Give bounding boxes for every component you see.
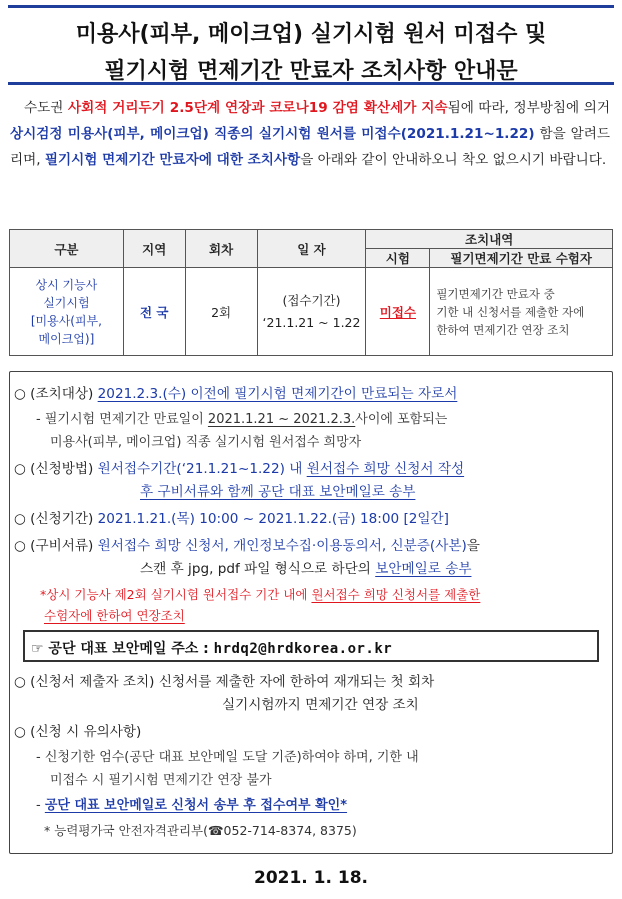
intro-text-2: 됨에 따라, 정부방침에 의거	[447, 100, 610, 116]
email-box	[23, 630, 599, 662]
date-line-1: (접수기간)	[282, 292, 341, 308]
date-line-2: ‘21.1.21 ~ 1.22	[262, 314, 361, 330]
period-text: 2021.1.21.(목) 10:00 ~ 2021.1.22.(금) 18:00 [2일간]	[97, 511, 449, 527]
cell-round: 2회	[185, 268, 257, 356]
summary-table	[9, 229, 613, 356]
notice-docs-2	[140, 559, 600, 580]
table-row	[10, 268, 613, 356]
header-date: 일 자	[257, 230, 366, 268]
target-sub-range: 2021.1.21 ~ 2021.2.3.	[207, 412, 356, 427]
caution-line-2: 미접수 시 필기시험 면제기간 연장 불가	[50, 773, 272, 788]
title-line-2: 필기시험 면제기간 만료자 조치사항 안내문	[104, 59, 518, 84]
notice-period	[14, 509, 594, 530]
cell-date	[257, 268, 366, 356]
notice-method	[14, 459, 594, 480]
notice-submitter-2: 실기시험까지 면제기간 연장 조치	[222, 697, 419, 713]
header-round: 회차	[185, 230, 257, 268]
caution-dash: -	[36, 798, 45, 813]
category-line-1: 상시 기능사	[35, 277, 98, 292]
header-exam: 시험	[366, 249, 430, 268]
red-note-text-3: 수험자에 한하여 연장조치	[44, 608, 185, 623]
footer-date: 2021. 1. 18.	[253, 868, 368, 888]
notice-target-sub-2: 미용사(피부, 메이크업) 직종 실기시험 원서접수 희망자	[50, 435, 362, 450]
red-note-1	[40, 584, 600, 605]
title-box	[8, 5, 614, 85]
intro-text-3: 함을 알려드리며,	[10, 126, 610, 168]
red-note-2	[44, 605, 604, 626]
header-category: 구분	[10, 230, 124, 268]
header-region: 지역	[123, 230, 185, 268]
cell-expired-desc	[430, 268, 613, 356]
expired-line-3: 한하여 면제기간 연장 조치	[436, 322, 570, 337]
method-text-3: 후 구비서류와 함께 공단 대표 보안메일로 송부	[140, 484, 416, 500]
notice-target-sub-1	[36, 409, 596, 430]
intro-highlight-2: 상시검정 미용사(피부, 메이크업) 직종의 실기시험 원서를 미접수(2021.1.21~1.22)	[10, 126, 535, 142]
period-label: ○ (신청기간)	[14, 511, 98, 527]
method-text-2: 원서접수 희망 신청서 작성	[306, 461, 465, 477]
intro-highlight-1: 사회적 거리두기 2.5단계 연장과 코로나19 감염 확산세가 지속	[67, 100, 448, 116]
docs-text-2: 스캔 후 jpg, pdf 파일 형식으로 하단의	[140, 561, 376, 577]
intro-text-1: 수도권	[24, 100, 68, 116]
docs-label: ○ (구비서류)	[14, 538, 98, 554]
header-measures: 조치내역	[366, 230, 613, 249]
email-line	[31, 638, 392, 658]
docs-text-3: 보안메일로 송부	[375, 561, 472, 577]
notice-caution: ○ (신청 시 유의사항)	[14, 724, 142, 740]
category-line-2: 실기시험	[43, 295, 90, 310]
intro-text-4: 을 아래와 같이 안내하오니 착오 없으시기 바랍니다.	[300, 152, 607, 168]
expired-line-1: 필기면제기간 만료자 중	[436, 286, 555, 301]
target-text: 2021.2.3.(수) 이전에 필기시험 면제기간이 만료되는 자로서	[97, 386, 458, 402]
target-sub-text: - 필기시험 면제기간 만료일이	[36, 412, 208, 427]
target-label: ○ (조치대상)	[14, 386, 98, 402]
cell-exam-status: 미접수	[366, 268, 430, 356]
red-note-text-2: 원서접수 희망 신청서를 제출한	[311, 587, 481, 602]
category-line-4: 메이크업)]	[38, 331, 95, 346]
email-label: ☞ 공단 대표 보안메일 주소 :	[31, 641, 214, 657]
notice-docs	[14, 536, 594, 557]
intro-highlight-3: 필기시험 면제기간 만료자에 대한 조치사항	[44, 152, 301, 168]
docs-text-1: 원서접수 희망 신청서, 개인정보수집·이용동의서, 신분증(사본)	[97, 538, 467, 554]
contact-line: * 능력평가국 안전자격관리부(☎052-714-8374, 8375)	[44, 823, 357, 838]
notice-target	[14, 384, 594, 405]
caution-highlight: 공단 대표 보안메일로 신청서 송부 후 접수여부 확인*	[44, 798, 348, 813]
header-expired: 필기면제기간 만료 수험자	[430, 249, 613, 268]
intro-paragraph	[10, 95, 610, 173]
target-sub-text-2: 사이에 포함되는	[355, 412, 448, 427]
docs-text-1b: 을	[466, 538, 480, 554]
submitter-text-1: 신청서를 제출한 자에 한하여 재개되는 첫 회차	[158, 674, 435, 690]
cell-category	[10, 268, 124, 356]
method-label: ○ (신청방법)	[14, 461, 98, 477]
email-address-link[interactable]: hrdq2@hrdkorea.or.kr	[213, 641, 393, 657]
caution-line-3	[36, 795, 596, 816]
method-text-1: 원서접수기간(‘21.1.21~1.22) 내	[97, 461, 307, 477]
title-line-1: 미용사(피부, 메이크업) 실기시험 원서 미접수 및	[75, 22, 547, 47]
red-note-text-1: *상시 기능사 제2회 실기시험 원서접수 기간 내에	[40, 587, 312, 602]
category-line-3: [미용사(피부,	[30, 313, 102, 328]
cell-region: 전 국	[123, 268, 185, 356]
notice-submitter	[14, 672, 594, 693]
expired-line-2: 기한 내 신청서를 제출한 자에	[436, 304, 585, 319]
notice-method-2	[140, 482, 600, 503]
caution-line-1: - 신청기한 엄수(공단 대표 보안메일 도달 기준)하여야 하며, 기한 내	[36, 750, 419, 765]
submitter-label: ○ (신청서 제출자 조치)	[14, 674, 159, 690]
